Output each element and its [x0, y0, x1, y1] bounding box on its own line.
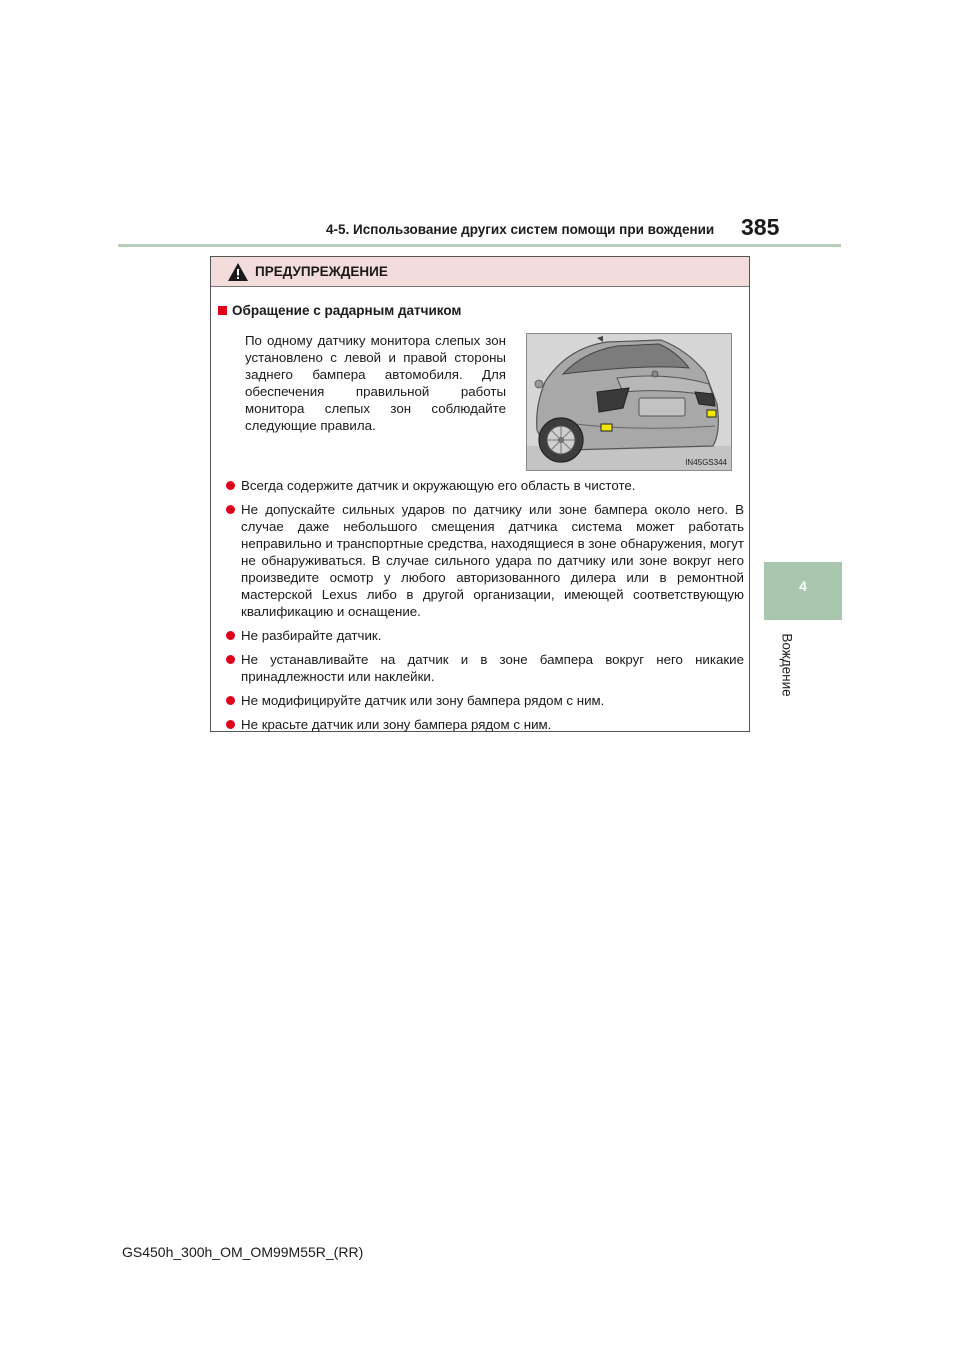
- page-number: 385: [741, 214, 780, 240]
- car-rear-drawing: [527, 334, 731, 470]
- warning-box: [210, 256, 750, 732]
- bullet-item: [225, 716, 744, 733]
- red-bullet-dot-icon: [226, 505, 235, 514]
- red-square-marker: [218, 306, 227, 315]
- chapter-tab: [764, 562, 842, 620]
- bullet-item: [225, 477, 744, 494]
- red-bullet-dot-icon: [226, 720, 235, 729]
- intro-paragraph: По одному датчику монитора слепых зон установлено с левой и правой стороны заднего бампера автомобиля. Для обеспечения правильной работы монитора слепых зон соблюдайте следующие правила.: [245, 333, 506, 433]
- red-bullet-dot-icon: [226, 481, 235, 490]
- chapter-label: Вождение: [779, 633, 795, 697]
- bullet-text: Не допускайте сильных ударов по датчику или зоне бампера около него. В случае даже небольшого смещения датчика система может работать неправильно и транспортные средства, находящиеся в зоне обнаружения, могут не обнаруживаться. В случае сильного удара по датчику или зоне вокруг него произведите осмотр у любого авторизованного дилера или в ремонтной мастерской Lexus либо в другой организации, имеющей соответствующую квалификацию и оснащение.: [241, 502, 744, 619]
- warning-title: ПРЕДУПРЕЖДЕНИЕ: [255, 264, 388, 279]
- chapter-tab-number: 4: [799, 578, 807, 594]
- section-heading: [218, 303, 461, 318]
- red-bullet-dot-icon: [226, 696, 235, 705]
- header-section-title: 4-5. Использование других систем помощи при вождении: [326, 222, 715, 237]
- warning-triangle-icon: [227, 262, 249, 282]
- bullet-text: Не модифицируйте датчик или зону бампера рядом с ним.: [241, 693, 605, 708]
- bullet-item: [225, 501, 744, 620]
- footer-document-code: GS450h_300h_OM_OM99M55R_(RR): [122, 1244, 364, 1260]
- bullet-text: Не красьте датчик или зону бампера рядом с ним.: [241, 717, 552, 732]
- bullet-item: [225, 651, 744, 685]
- image-code: IN45GS344: [685, 458, 727, 467]
- bullet-text: Всегда содержите датчик и окружающую его область в чистоте.: [241, 478, 636, 493]
- bullet-text: Не разбирайте датчик.: [241, 628, 382, 643]
- section-heading-text: Обращение с радарным датчиком: [232, 303, 462, 318]
- bullet-item: [225, 627, 744, 644]
- bullet-text: Не устанавливайте на датчик и в зоне бампера вокруг него никакие принадлежности или наклейки.: [241, 652, 744, 684]
- red-bullet-dot-icon: [226, 655, 235, 664]
- bullet-item: [225, 692, 744, 709]
- chapter-label-wrap: [772, 630, 802, 700]
- red-bullet-dot-icon: [226, 631, 235, 640]
- warning-header: [211, 257, 749, 287]
- car-rear-illustration: [526, 333, 732, 471]
- header-rule: [118, 244, 841, 247]
- warning-bullet-list: [225, 477, 744, 740]
